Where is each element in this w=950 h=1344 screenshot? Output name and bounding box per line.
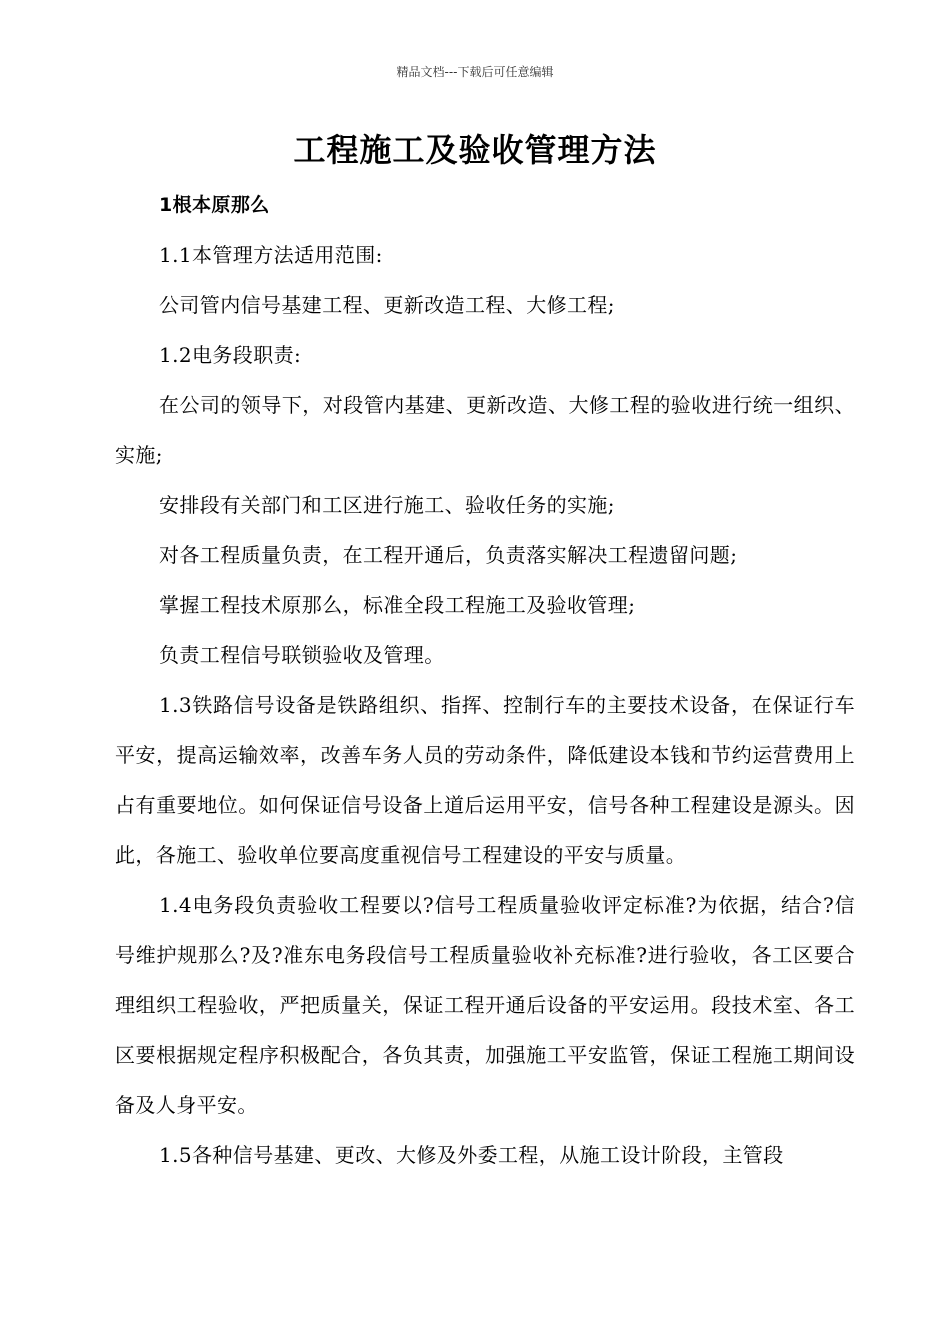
paragraph: 公司管内信号基建工程、更新改造工程、大修工程; [159,293,615,317]
paragraph: 1.5各种信号基建、更改、大修及外委工程，从施工设计阶段，主管段 [159,1143,784,1167]
paragraph: 在公司的领导下，对段管内基建、更新改造、大修工程的验收进行统一组织、实施; [115,393,855,467]
document-body [115,180,855,1180]
paragraph: 1.1本管理方法适用范围: [159,243,383,267]
section-heading: 1根本原那么 [159,194,270,216]
paragraph: 安排段有关部门和工区进行施工、验收任务的实施; [159,493,615,517]
paragraph: 1.2电务段职责: [159,343,302,367]
paragraph: 负责工程信号联锁验收及管理。 [159,643,445,667]
paragraph: 1.3铁路信号设备是铁路组织、指挥、控制行车的主要技术设备，在保证行车平安，提高运输效率，改善车务人员的劳动条件，降低建设本钱和节约运营费用上占有重要地位。如何保证信号设备上道后运用平安，信号各种工程建设是源头。因此，各施工、验收单位要高度重视信号工程建设的平安与质量。 [115,693,855,867]
paragraph: 掌握工程技术原那么，标准全段工程施工及验收管理; [159,593,636,617]
paragraph: 对各工程质量负责，在工程开通后，负责落实解决工程遗留问题; [159,543,738,567]
paragraph: 1.4电务段负责验收工程要以?信号工程质量验收评定标准?为依据，结合?信号维护规那么?及?准东电务段信号工程质量验收补充标准?进行验收，各工区要合理组织工程验收，严把质量关，保证工程开通后设备的平安运用。段技术室、各工区要根据规定程序积极配合，各负其责，加强施工平安监管，保证工程施工期间设备及人身平安。 [115,893,855,1117]
document-title: 工程施工及验收管理方法 [293,131,657,169]
header-note: 精品文档---下载后可任意编辑 [396,65,554,79]
